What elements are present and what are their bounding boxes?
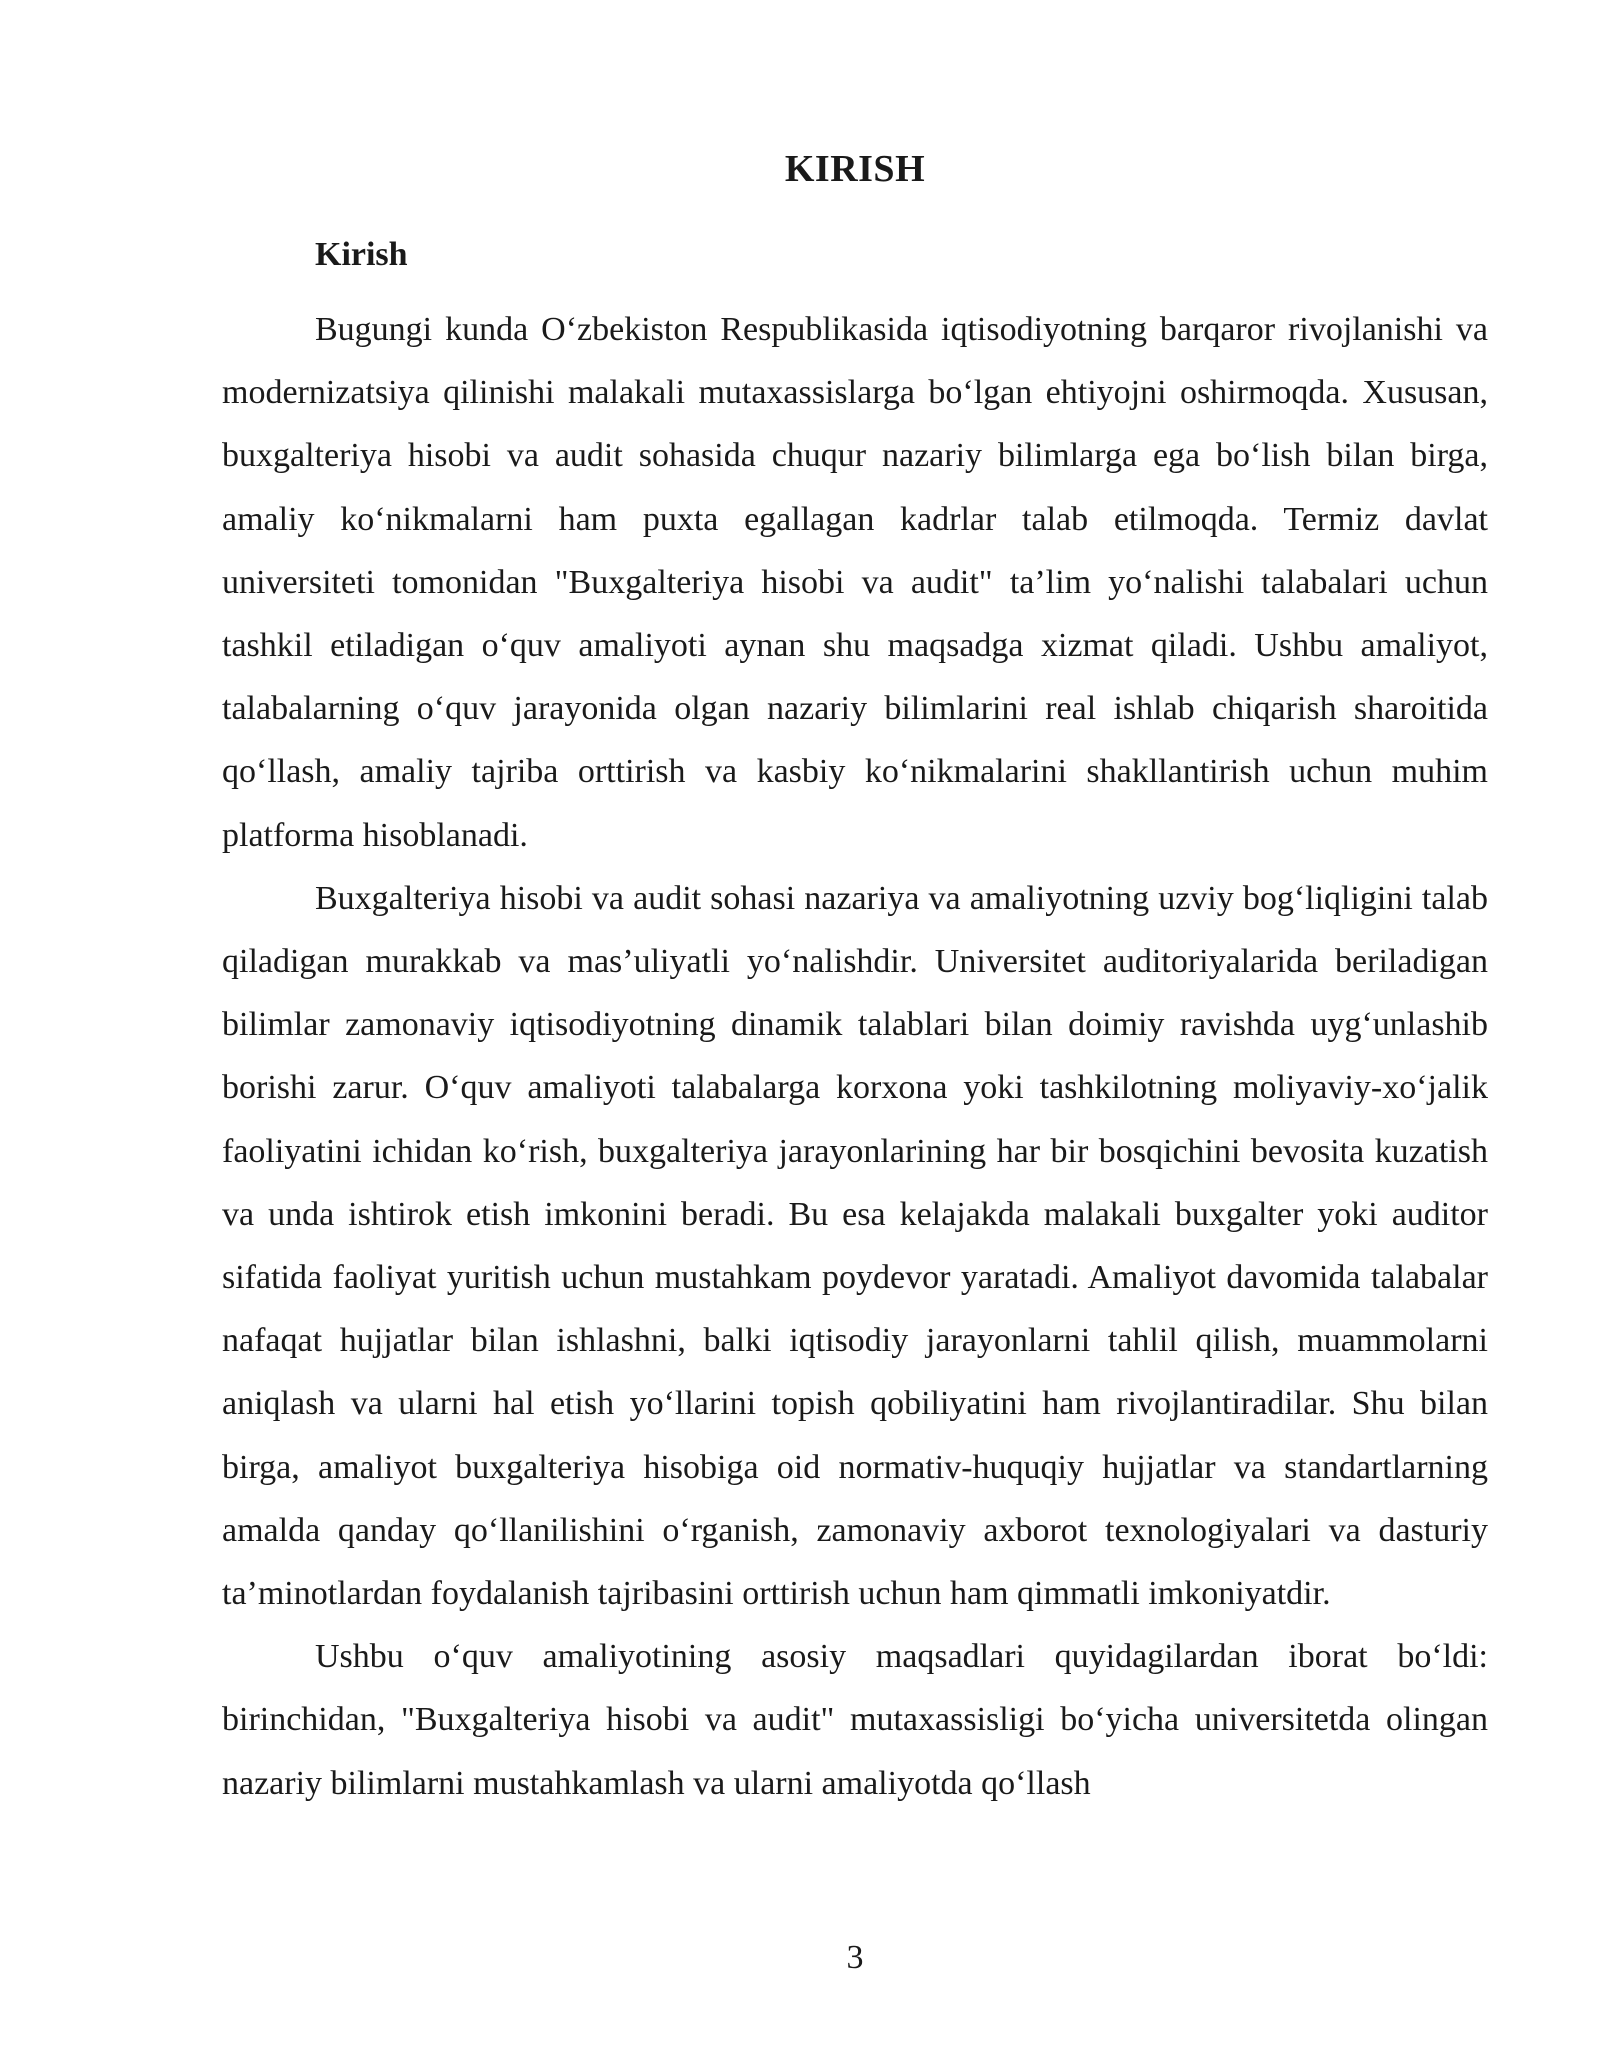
paragraph-3: Ushbu o‘quv amaliyotining asosiy maqsadlari quyidagilardan iborat bo‘ldi: birinchidan, "Buxgalteriya hisobi va audit" mutaxassisligi bo‘yicha universitetda olingan nazariy bilimlarni mustahkamlash va ularni amaliyotda qo‘llash [222,1638,1488,1802]
paragraph-1: Bugungi kunda O‘zbekiston Respublikasida iqtisodiyotning barqaror rivojlanishi va modernizatsiya qilinishi malakali mutaxassislarga bo‘lgan ehtiyojni oshirmoqda. Xususan, buxgalteriya hisobi va audit sohasida chuqur nazariy bilimlarga ega bo‘lish bilan birga, amaliy ko‘nikmalarni ham puxta egallagan kadrlar talab etilmoqda. Termiz davlat universiteti tomonidan "Buxgalteriya hisobi va audit" ta’lim yo‘nalishi talabalari uchun tashkil etiladigan o‘quv amaliyoti aynan shu maqsadga xizmat qiladi. Ushbu amaliyot, talabalarning o‘quv jarayonida olgan nazariy bilimlarini real ishlab chiqarish sharoitida qo‘llash, amaliy tajriba orttirish va kasbiy ko‘nikmalarini shakllantirish uchun muhim platforma hisoblanadi. [222,311,1488,854]
page-number: 3 [846,1939,864,1976]
section-subtitle: Kirish [315,236,408,273]
paragraph-2: Buxgalteriya hisobi va audit sohasi nazariya va amaliyotning uzviy bog‘liqligini talab qiladigan murakkab va mas’uliyatli yo‘nalishdir. Universitet auditoriyalarida beriladigan bilimlar zamonaviy iqtisodiyotning dinamik talablari bilan doimiy ravishda uyg‘unlashib borishi zarur. O‘quv amaliyoti talabalarga korxona yoki tashkilotning moliyaviy-xo‘jalik faoliyatini ichidan ko‘rish, buxgalteriya jarayonlarining har bir bosqichini bevosita kuzatish va unda ishtirok etish imkonini beradi. Bu esa kelajakda malakali buxgalter yoki auditor sifatida faoliyat yuritish uchun mustahkam poydevor yaratadi. Amaliyot davomida talabalar nafaqat hujjatlar bilan ishlashni, balki iqtisodiy jarayonlarni tahlil qilish, muammolarni aniqlash va ularni hal etish yo‘llarini topish qobiliyatini ham rivojlantiradilar. Shu bilan birga, amaliyot buxgalteriya hisobiga oid normativ-huquqiy hujjatlar va standartlarning amalda qanday qo‘llanilishini o‘rganish, zamonaviy axborot texnologiyalari va dasturiy ta’minotlardan foydalanish tajribasini orttirish uchun ham qimmatli imkoniyatdir. [222,879,1488,1613]
page-title: KIRISH [784,148,926,190]
body-text [222,298,1488,1815]
